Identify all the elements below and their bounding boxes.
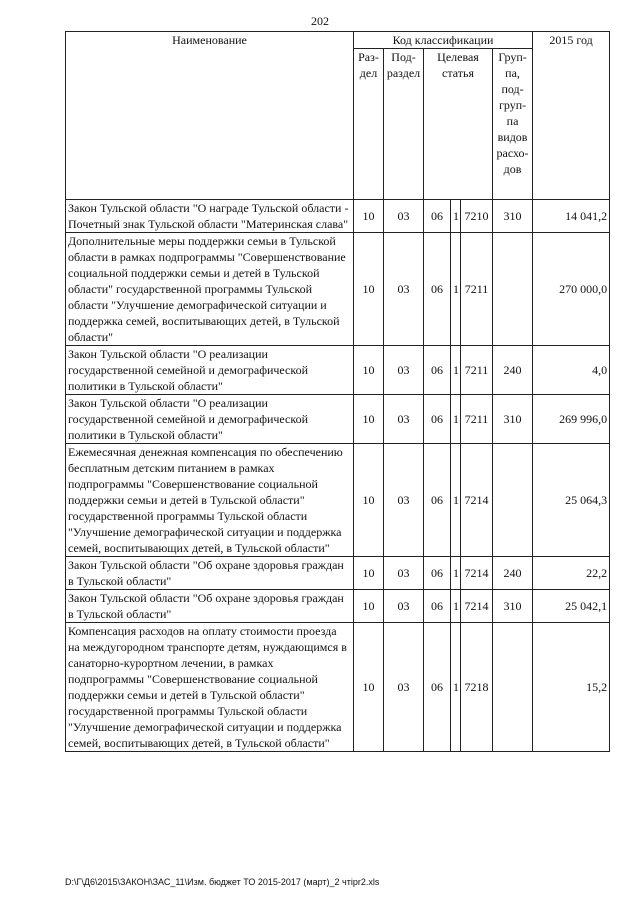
header-section: Раз- дел bbox=[354, 49, 384, 200]
header-name: Наименование bbox=[66, 32, 354, 200]
table-row bbox=[66, 623, 610, 752]
cell-name: Закон Тульской области "О реализации государственной семейной и демографической политики в Тульской области" bbox=[66, 395, 354, 444]
cell-razdel: 10 bbox=[354, 200, 384, 233]
cell-razdel: 10 bbox=[354, 233, 384, 346]
cell-cs3: 7214 bbox=[461, 444, 493, 557]
table-row bbox=[66, 200, 610, 233]
cell-amount: 4,0 bbox=[533, 346, 610, 395]
cell-cs1: 06 bbox=[424, 444, 451, 557]
cell-cs2: 1 bbox=[451, 557, 461, 590]
cell-vr: 310 bbox=[493, 395, 533, 444]
cell-cs1: 06 bbox=[424, 233, 451, 346]
header-classification: Код классификации bbox=[354, 32, 533, 49]
budget-table bbox=[65, 31, 610, 752]
table-row bbox=[66, 557, 610, 590]
cell-name: Закон Тульской области "О награде Тульской области - Почетный знак Тульской области "Материнская слава" bbox=[66, 200, 354, 233]
cell-cs1: 06 bbox=[424, 590, 451, 623]
cell-cs3: 7211 bbox=[461, 233, 493, 346]
table-row bbox=[66, 444, 610, 557]
file-path-footer: D:\Г\Д6\2015\ЗАКОН\ЗАС_11\Изм. бюджет ТО 2015-2017 (март)_2 чтiрr2.xls bbox=[65, 877, 380, 887]
cell-cs2: 1 bbox=[451, 590, 461, 623]
header-expense-group: Груп- па, под- груп- па видов расхо- дов bbox=[493, 49, 533, 200]
cell-name: Закон Тульской области "Об охране здоровья граждан в Тульской области" bbox=[66, 557, 354, 590]
cell-cs3: 7214 bbox=[461, 557, 493, 590]
table-row bbox=[66, 395, 610, 444]
cell-podrazdel: 03 bbox=[384, 346, 424, 395]
cell-name: Закон Тульской области "Об охране здоровья граждан в Тульской области" bbox=[66, 590, 354, 623]
cell-amount: 15,2 bbox=[533, 623, 610, 752]
table-row bbox=[66, 590, 610, 623]
cell-cs2: 1 bbox=[451, 200, 461, 233]
cell-vr bbox=[493, 233, 533, 346]
cell-podrazdel: 03 bbox=[384, 395, 424, 444]
cell-cs3: 7218 bbox=[461, 623, 493, 752]
cell-razdel: 10 bbox=[354, 557, 384, 590]
cell-razdel: 10 bbox=[354, 346, 384, 395]
cell-cs1: 06 bbox=[424, 623, 451, 752]
cell-razdel: 10 bbox=[354, 623, 384, 752]
cell-name: Компенсация расходов на оплату стоимости проезда на междугородном транспорте детям, нуждающимся в санаторно-курортном лечении, в рамках подпрограммы "Совершенствование социальной поддержки семьи и детей в Тульской области" государственной программы Тульской области "Улучшение демографической ситуации и поддержка семей, воспитывающих детей, в Тульской области" bbox=[66, 623, 354, 752]
cell-cs2: 1 bbox=[451, 444, 461, 557]
cell-amount: 22,2 bbox=[533, 557, 610, 590]
table-row bbox=[66, 346, 610, 395]
cell-cs1: 06 bbox=[424, 395, 451, 444]
cell-podrazdel: 03 bbox=[384, 557, 424, 590]
cell-amount: 25 042,1 bbox=[533, 590, 610, 623]
cell-cs2: 1 bbox=[451, 346, 461, 395]
cell-name: Дополнительные меры поддержки семьи в Тульской области в рамках подпрограммы "Совершенствование социальной поддержки семьи и детей в Тульской области" государственной программы Тульской области "Улучшение демографической ситуации и поддержка семей, воспитывающих детей, в Тульской области" bbox=[66, 233, 354, 346]
cell-vr: 310 bbox=[493, 200, 533, 233]
cell-vr: 240 bbox=[493, 346, 533, 395]
cell-vr bbox=[493, 623, 533, 752]
cell-podrazdel: 03 bbox=[384, 444, 424, 557]
cell-cs3: 7214 bbox=[461, 590, 493, 623]
cell-cs3: 7211 bbox=[461, 346, 493, 395]
cell-podrazdel: 03 bbox=[384, 623, 424, 752]
cell-cs1: 06 bbox=[424, 557, 451, 590]
cell-cs3: 7211 bbox=[461, 395, 493, 444]
cell-vr bbox=[493, 444, 533, 557]
cell-cs3: 7210 bbox=[461, 200, 493, 233]
cell-razdel: 10 bbox=[354, 444, 384, 557]
cell-name: Закон Тульской области "О реализации государственной семейной и демографической политики в Тульской области" bbox=[66, 346, 354, 395]
cell-podrazdel: 03 bbox=[384, 590, 424, 623]
cell-podrazdel: 03 bbox=[384, 233, 424, 346]
cell-name: Ежемесячная денежная компенсация по обеспечению бесплатным детским питанием в рамках подпрограммы "Совершенствование социальной поддержки семьи и детей в Тульской области" государственной программы Тульской области "Улучшение демографической ситуации и поддержка семей, воспитывающих детей, в Тульской области" bbox=[66, 444, 354, 557]
cell-vr: 240 bbox=[493, 557, 533, 590]
cell-cs2: 1 bbox=[451, 395, 461, 444]
cell-cs2: 1 bbox=[451, 623, 461, 752]
table-row bbox=[66, 233, 610, 346]
cell-amount: 14 041,2 bbox=[533, 200, 610, 233]
cell-vr: 310 bbox=[493, 590, 533, 623]
cell-cs1: 06 bbox=[424, 346, 451, 395]
cell-cs1: 06 bbox=[424, 200, 451, 233]
cell-razdel: 10 bbox=[354, 590, 384, 623]
cell-amount: 269 996,0 bbox=[533, 395, 610, 444]
cell-cs2: 1 bbox=[451, 233, 461, 346]
cell-amount: 25 064,3 bbox=[533, 444, 610, 557]
header-year: 2015 год bbox=[533, 32, 610, 200]
cell-amount: 270 000,0 bbox=[533, 233, 610, 346]
page-number: 202 bbox=[311, 14, 329, 28]
header-target-item: Целевая статья bbox=[424, 49, 493, 200]
cell-podrazdel: 03 bbox=[384, 200, 424, 233]
cell-razdel: 10 bbox=[354, 395, 384, 444]
header-subsection: Под- раздел bbox=[384, 49, 424, 200]
